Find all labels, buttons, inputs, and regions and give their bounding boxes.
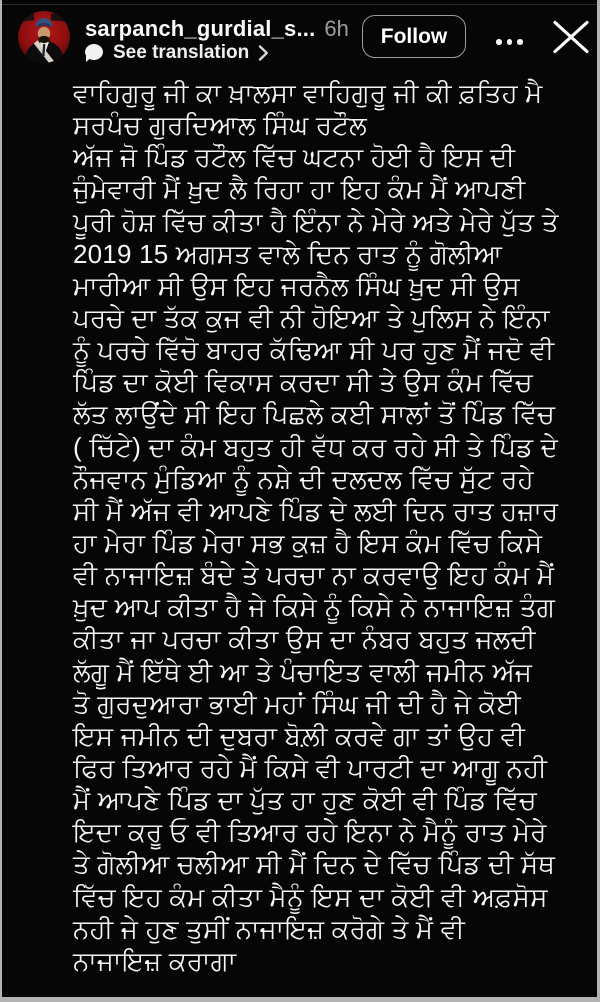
- story-text-line: ( ਚਿੱਟੇ) ਦਾ ਕੰਮ ਬਹੁਤ ਹੀ ਵੱਧ ਕਰ ਰਹੇ ਸੀ ਤੇ ਪਿੰਡ ਦੇ: [73, 431, 559, 462]
- see-translation-label: See translation: [113, 42, 250, 63]
- story-text-line: ਮੈਂ ਆਪਣੇ ਪਿੰਡ ਦਾ ਪੁੱਤ ਹਾ ਹੁਣ ਕੋਈ ਵੀ ਪਿੰਡ ਵਿੱਚ: [73, 785, 537, 816]
- story-text-line: ਅੱਜ ਜੋ ਪਿੰਡ ਰਟੌਲ ਵਿੱਚ ਘਟਨਾ ਹੋਈ ਹੈ ਇਸ ਦੀ: [73, 142, 516, 173]
- story-text-line: ਹਾ ਮੇਰਾ ਪਿੰਡ ਮੇਰਾ ਸਭ ਕੁਜ਼ ਹੈ ਇਸ ਕੰਮ ਵਿੱਚ ਕਿਸੇ: [73, 527, 543, 558]
- story-text-line: ਕੀਤਾ ਜਾ ਪਰਚਾ ਕੀਤਾ ਉਸ ਦਾ ਨੰਬਰ ਬਹੁਤ ਜਲਦੀ: [73, 624, 536, 655]
- user-row: [85, 16, 349, 42]
- story-text-line: ਨੂੰ ਪਰਚੇ ਵਿੱਚੋ ਬਾਹਰ ਕੱਢਿਆ ਸੀ ਪਰ ਹੁਣ ਮੈਂ ਜਦੋ ਵੀ: [73, 335, 555, 366]
- story-text-line: ਪਰਚੇ ਦਾ ਤੱਕ ਕੁਜ ਵੀ ਨੀ ਹੋਇਆ ਤੇ ਪੁਲਿਸ ਨੇ ਇੰਨਾ: [73, 302, 550, 333]
- timestamp: 6h: [324, 16, 349, 41]
- more-options-icon[interactable]: [496, 34, 523, 50]
- story-text-line: ਵਾਹਿਗੁਰੂ ਜੀ ਕਾ ਖ਼ਾਲਸਾ ਵਾਹਿਗੁਰੂ ਜੀ ਕੀ ਫ਼ਤਿਹ ਮੈ: [73, 78, 543, 108]
- story-text-line: ਨਹੀ ਜੇ ਹੁਣ ਤੁਸੀਂ ਨਾਜਾਇਜ਼ ਕਰੋਗੇ ਤੇ ਮੈਂ ਵੀ: [73, 913, 465, 944]
- story-text-line: ਪਿੰਡ ਦਾ ਕੋਈ ਵਿਕਾਸ ਕਰਦਾ ਸੀ ਤੇ ਉਸ ਕੰਮ ਵਿੱਚ: [73, 367, 533, 398]
- speech-bubble-icon: [85, 44, 104, 62]
- story-text-line: ਮਾਰੀਆ ਸੀ ਉਸ ਇਹ ਜਰਨੈਲ ਸਿੰਘ ਖ਼ੁਦ ਸੀ ਉਸ: [73, 270, 520, 301]
- story-text-block: [73, 77, 578, 977]
- story-text-line: ਸੀ ਮੈਂ ਅੱਜ ਵੀ ਆਪਣੇ ਪਿੰਡ ਦੇ ਲਈ ਦਿਨ ਰਾਤ ਹਜ਼ਾਰ: [73, 495, 559, 526]
- close-icon[interactable]: [552, 20, 590, 54]
- story-progress-bar: [2, 4, 597, 5]
- follow-button[interactable]: [362, 15, 466, 58]
- story-text-line: ਲੱਤ ਲਾਉਂਦੇ ਸੀ ਇਹ ਪਿਛਲੇ ਕਈ ਸਾਲਾਂ ਤੋਂ ਪਿੰਡ ਵਿੱਚ: [73, 399, 555, 430]
- story-text-line: ਪੂਰੀ ਹੋਸ਼ ਵਿੱਚ ਕੀਤਾ ਹੈ ਇੰਨਾ ਨੇ ਮੇਰੇ ਅਤੇ ਮੇਰੇ ਪੁੱਤ ਤੇ: [73, 206, 559, 237]
- story-text-line: ਤੇ ਗੋਲੀਆ ਚਲੀਆ ਸੀ ਮੈਂ ਦਿਨ ਦੇ ਵਿੱਚ ਪਿੰਡ ਦੀ ਸੱਥ: [73, 849, 556, 880]
- story-text-line: ਜੁੰਮੇਵਾਰੀ ਮੈਂ ਖ਼ੁਦ ਲੈ ਰਿਹਾ ਹਾ ਇਹ ਕੰਮ ਮੈਂ ਆਪਣੀ: [73, 174, 526, 205]
- story-text-line: ਖ਼ੁਦ ਆਪ ਕੀਤਾ ਹੈ ਜੇ ਕਿਸੇ ਨੂੰ ਕਿਸੇ ਨੇ ਨਾਜਾਇਜ਼ ਤੰਗ: [73, 592, 555, 623]
- story-text-line: ਫਿਰ ਤਿਆਰ ਰਹੇ ਮੈਂ ਕਿਸੇ ਵੀ ਪਾਰਟੀ ਦਾ ਆਗੂ ਨਹੀ: [73, 752, 548, 783]
- see-translation-button[interactable]: [85, 42, 269, 64]
- username[interactable]: sarpanch_gurdial_s...: [85, 16, 316, 41]
- story-text-line: ਨੌਜਵਾਨ ਮੁੰਡਿਆ ਨੂੰ ਨਸ਼ੇ ਦੀ ਦਲਦਲ ਵਿੱਚ ਸੁੱਟ ਰਹੇ: [73, 463, 534, 494]
- story-text-line: ਸਰਪੰਚ ਗੁਰਦਿਆਲ ਸਿੰਘ ਰਟੌਲ: [73, 110, 367, 141]
- profile-photo-man-turban: [18, 11, 70, 63]
- story-text-line: ਵੀ ਨਾਜਾਇਜ਼ ਬੰਦੇ ਤੇ ਪਰਚਾ ਨਾ ਕਰਵਾਉ ਇਹ ਕੰਮ ਮੈਂ: [73, 560, 555, 591]
- follow-label: Follow: [380, 24, 448, 48]
- story-text-line: 2019 15 ਅਗਸਤ ਵਾਲੇ ਦਿਨ ਰਾਤ ਨੂੰ ਗੋਲੀਆ: [73, 238, 503, 269]
- story-text-line: ਨਾਜਾਇਜ਼ ਕਰਾਗਾ: [73, 945, 237, 976]
- avatar[interactable]: [18, 11, 70, 63]
- story-viewer-screen: [2, 0, 597, 997]
- story-text-line: ਤੋ ਗੁਰਦੁਆਰਾ ਭਾਈ ਮਹਾਂ ਸਿੰਘ ਜੀ ਦੀ ਹੈ ਜੇ ਕੋਈ: [73, 688, 521, 719]
- story-text-line: ਇਦਾ ਕਰੂ ਓ ਵੀ ਤਿਆਰ ਰਹੇ ਇਨਾ ਨੇ ਮੈਨੂੰ ਰਾਤ ਮੇਰੇ: [73, 817, 547, 848]
- story-text-line: ਵਿੱਚ ਇਹ ਕੰਮ ਕੀਤਾ ਮੈਨੂੰ ਇਸ ਦਾ ਕੋਈ ਵੀ ਅਫ਼ਸੋਸ: [73, 881, 548, 912]
- story-text-line: ਇਸ ਜਮੀਨ ਦੀ ਦੁਬਰਾ ਬੋਲ਼ੀ ਕਰਵੇ ਗਾ ਤਾਂ ਉਹ ਵੀ: [73, 720, 525, 751]
- story-text-line: ਲੱਗੂ ਮੈਂ ਇੱਥੇ ਈ ਆ ਤੇ ਪੰਚਾਇਤ ਵਾਲੀ ਜਮੀਨ ਅੱਜ: [73, 656, 533, 687]
- chevron-right-icon: [258, 44, 269, 62]
